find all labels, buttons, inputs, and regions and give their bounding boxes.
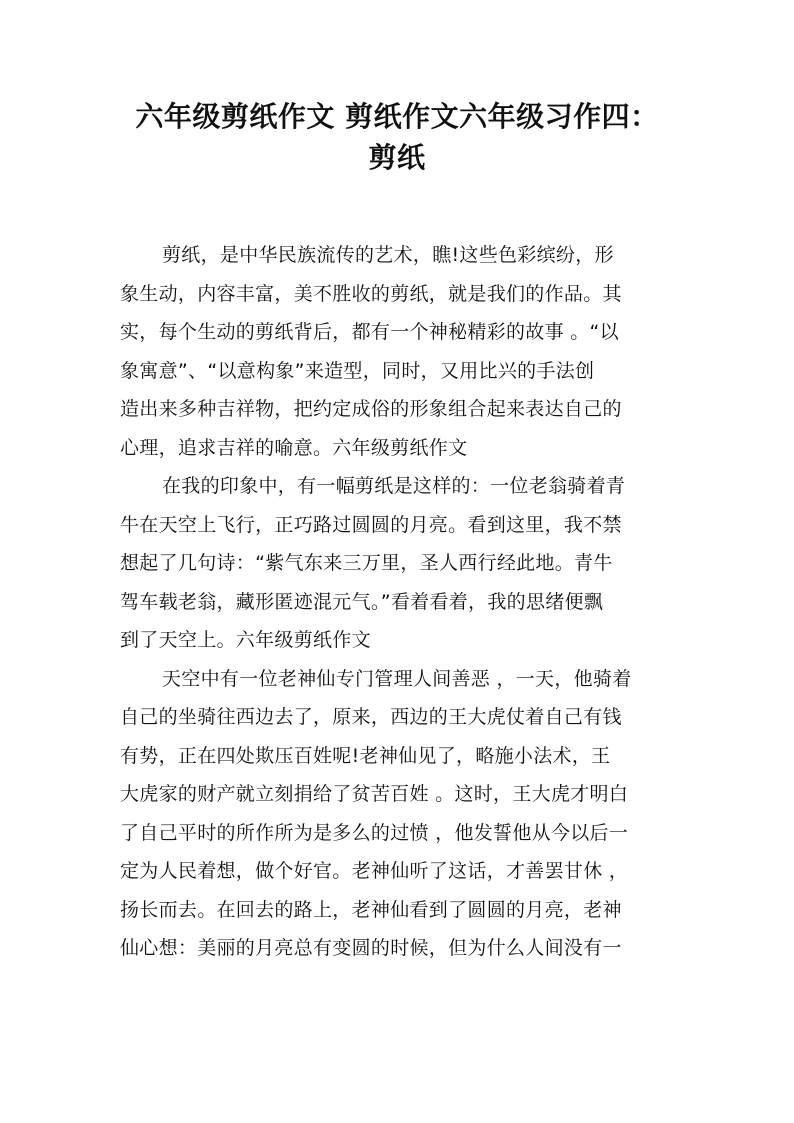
paragraph-2-line-5: 到了天空上。六年级剪纸作文 [120, 629, 371, 651]
paragraph-1-line-2: 象生动，内容丰富，美不胜收的剪纸，就是我们的作品。其 [120, 282, 622, 305]
paragraph-2-line-3: 想起了几句诗：“紫气东来三万里，圣人西行经此地。青牛 [120, 552, 613, 574]
paragraph-1-line-1: 剪纸，是中华民族流传的艺术，瞧!这些色彩缤纷，形 [162, 244, 614, 266]
paragraph-3-line-4: 大虎家的财产就立刻捐给了贫苦百姓 。这时，王大虎才明白 [120, 783, 629, 805]
document-body [120, 236, 680, 968]
paragraph-3-line-3: 有势，正在四处欺压百姓呢!老神仙见了，略施小法术，王 [120, 744, 611, 767]
paragraph-1-line-6: 心理，追求吉祥的喻意。六年级剪纸作文 [120, 436, 468, 459]
paragraph-1-line-5: 造出来多种吉祥物，把约定成俗的形象组合起来表达自己的 [120, 398, 622, 420]
title-line-1: 六年级剪纸作文 剪纸作文六年级习作四： [135, 100, 659, 133]
paragraph-2-line-2: 牛在天空上飞行，正巧路过圆圆的月亮。看到这里，我不禁 [120, 513, 622, 536]
paragraph-1-line-3: 实，每个生动的剪纸背后，都有一个神秘精彩的故事 。“以 [120, 321, 619, 343]
paragraph-2 [120, 467, 680, 660]
paragraph-3-line-8: 仙心想：美丽的月亮总有变圆的时候，但为什么人间没有一 [120, 937, 622, 959]
title-line-2: 剪纸 [368, 141, 426, 174]
paragraph-3-line-6: 定为人民着想，做个好官。老神仙听了这话，才善罢甘休 ， [120, 860, 629, 882]
paragraph-3-line-5: 了自己平时的所作所为是多么的过愤 ，他发誓他从今以后一 [120, 821, 629, 844]
document-title [94, 96, 700, 178]
paragraph-2-line-1: 在我的印象中，有一幅剪纸是这样的：一位老翁骑着青 [162, 475, 626, 497]
paragraph-3-line-2: 自己的坐骑往西边去了，原来，西边的王大虎仗着自己有钱 [120, 706, 622, 728]
paragraph-3 [120, 660, 680, 968]
paragraph-3-line-7: 扬长而去。在回去的路上，老神仙看到了圆圆的月亮，老神 [120, 898, 622, 921]
paragraph-1 [120, 236, 680, 467]
paragraph-3-line-1: 天空中有一位老神仙专门管理人间善恶 ，一天，他骑着 [162, 667, 632, 690]
paragraph-1-line-4: 象寓意”、“以意构象”来造型，同时，又用比兴的手法创 [120, 359, 595, 382]
paragraph-2-line-4: 驾车载老翁，藏形匿迹混元气。”看着看着，我的思绪便飘 [120, 590, 604, 613]
